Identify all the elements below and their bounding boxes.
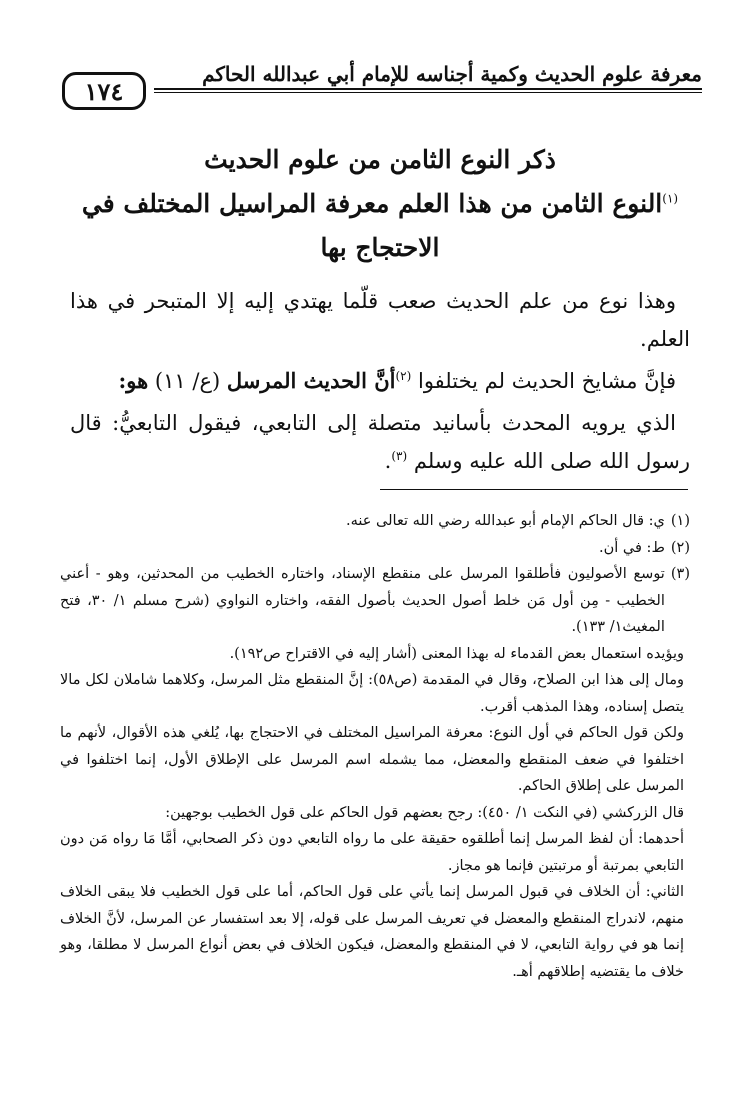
footnote-3 xyxy=(60,561,690,641)
section-titles xyxy=(70,138,690,270)
manuscript-ref: (ع/ ١١) xyxy=(154,369,221,393)
subheading-text-2: الاحتجاج بها xyxy=(320,233,440,262)
footnote-ref-2: (٢) xyxy=(395,369,412,383)
subheading-text-1: النوع الثامن من هذا العلم معرفة المراسيل المختلف في xyxy=(81,189,663,218)
paragraph-3-text: الذي يرويه المحدث بأسانيد متصلة إلى التابعي، فيقول التابعيُّ: قال رسول الله صلى الله عليه وسلم xyxy=(70,411,690,473)
footnotes xyxy=(60,508,690,985)
footnote-number: (٣) xyxy=(670,566,690,582)
footnote-text: ي: قال الحاكم الإمام أبو عبدالله رضي الله تعالى عنه. xyxy=(346,513,665,529)
footnote-number: (٢) xyxy=(670,539,690,556)
page-number: ١٧٤ xyxy=(62,72,146,110)
footnote-3-paragraph: ولكن قول الحاكم في أول النوع: معرفة المراسيل المختلف في الاحتجاج بها، يُلغي هذه الأقوال، لأنهم ما اختلفوا في ضعف المنقطع والمعضل، مما يشمله اسم المرسل على الإطلاق الأول، إنما اختلفوا في المرسل على إطلاق الحاكم. xyxy=(60,725,684,794)
footnote-2 xyxy=(60,535,690,562)
footnote-3-paragraph: أحدهما: أن لفظ المرسل إنما أطلقوه حقيقة على ما رواه التابعي دون ذكر الصحابي، أمَّا مَا رواه مَن دون التابعي بمرتبة أو مرتبتين فإنما هو مجاز. xyxy=(60,831,684,874)
footnote-text: توسع الأصوليون فأطلقوا المرسل على منقطع الإسناد، واختاره الخطيب من المحدثين، وهو - أعني الخطيب - مِن أول مَن خلط أصول الحديث بأصول الفقه، واختاره النواوي (شرح مسلم ١/ ٣٠، فتح المغيث١/ ١٣٣). xyxy=(60,566,665,635)
footnote-number: (١) xyxy=(670,513,690,529)
footnote-ref-1: (١) xyxy=(662,191,679,206)
paragraph-3 xyxy=(70,404,690,480)
footnote-ref-3: (٣) xyxy=(391,449,408,463)
footnote-text: ط: في أن. xyxy=(599,539,665,556)
footnote-1 xyxy=(60,508,690,535)
footnote-3-paragraph: ويؤيده استعمال بعض القدماء له بهذا المعنى (أشار إليه في الاقتراح ص١٩٢). xyxy=(229,645,684,662)
paragraph-2-part-d: هو: xyxy=(118,368,149,393)
paragraph-2 xyxy=(70,362,690,400)
footnote-3-paragraph: ومال إلى هذا ابن الصلاح، وقال في المقدمة (ص٥٨): إنَّ المنقطع مثل المرسل، وكلاهما شاملان لكل مالا يتصل إسناده، وهذا المذهب أقرب. xyxy=(60,672,684,715)
footnote-divider xyxy=(380,489,688,490)
subheading-line-2 xyxy=(70,226,690,270)
section-heading xyxy=(70,138,690,182)
running-title: معرفة علوم الحديث وكمية أجناسه للإمام أبي عبدالله الحاكم xyxy=(202,62,702,86)
paragraph-2-part-a: فإنَّ مشايخ الحديث لم يختلفوا xyxy=(418,369,676,393)
paragraph-2-part-b: أنَّ الحديث المرسل xyxy=(226,368,396,393)
paragraph-1: وهذا نوع من علم الحديث صعب قلّما يهتدي إليه إلا المتبحر في هذا العلم. xyxy=(70,289,690,351)
footnote-3-paragraph: الثاني: أن الخلاف في قبول المرسل إنما يأتي على قول الحاكم، أما على قول الخطيب فلا يبقى الخلاف منهم، لاندراج المنقطع والمعضل في تعريف المرسل على قوله، إلا بعد استفسار عن المرسل، لأنَّ الخلاف إنما هو في رواية التابعي، لا في المنقطع والمعضل، فيكون الخلاف في بعض أنواع المرسل لا مطلقا، وهو خلاف ما يقتضيه إطلاقهم أهـ. xyxy=(60,884,684,980)
footnote-3-paragraph: قال الزركشي (في النكت ١/ ٤٥٠): رجح بعضهم قول الحاكم على قول الخطيب بوجهين: xyxy=(165,804,684,821)
header-rule-thin xyxy=(154,92,702,93)
page-header xyxy=(62,58,702,112)
main-text xyxy=(70,282,690,484)
header-rule xyxy=(154,88,702,90)
section-heading-text: ذكر النوع الثامن من علوم الحديث xyxy=(204,145,556,174)
paragraph-3-end: . xyxy=(384,449,392,473)
subheading-line-1 xyxy=(70,182,690,226)
